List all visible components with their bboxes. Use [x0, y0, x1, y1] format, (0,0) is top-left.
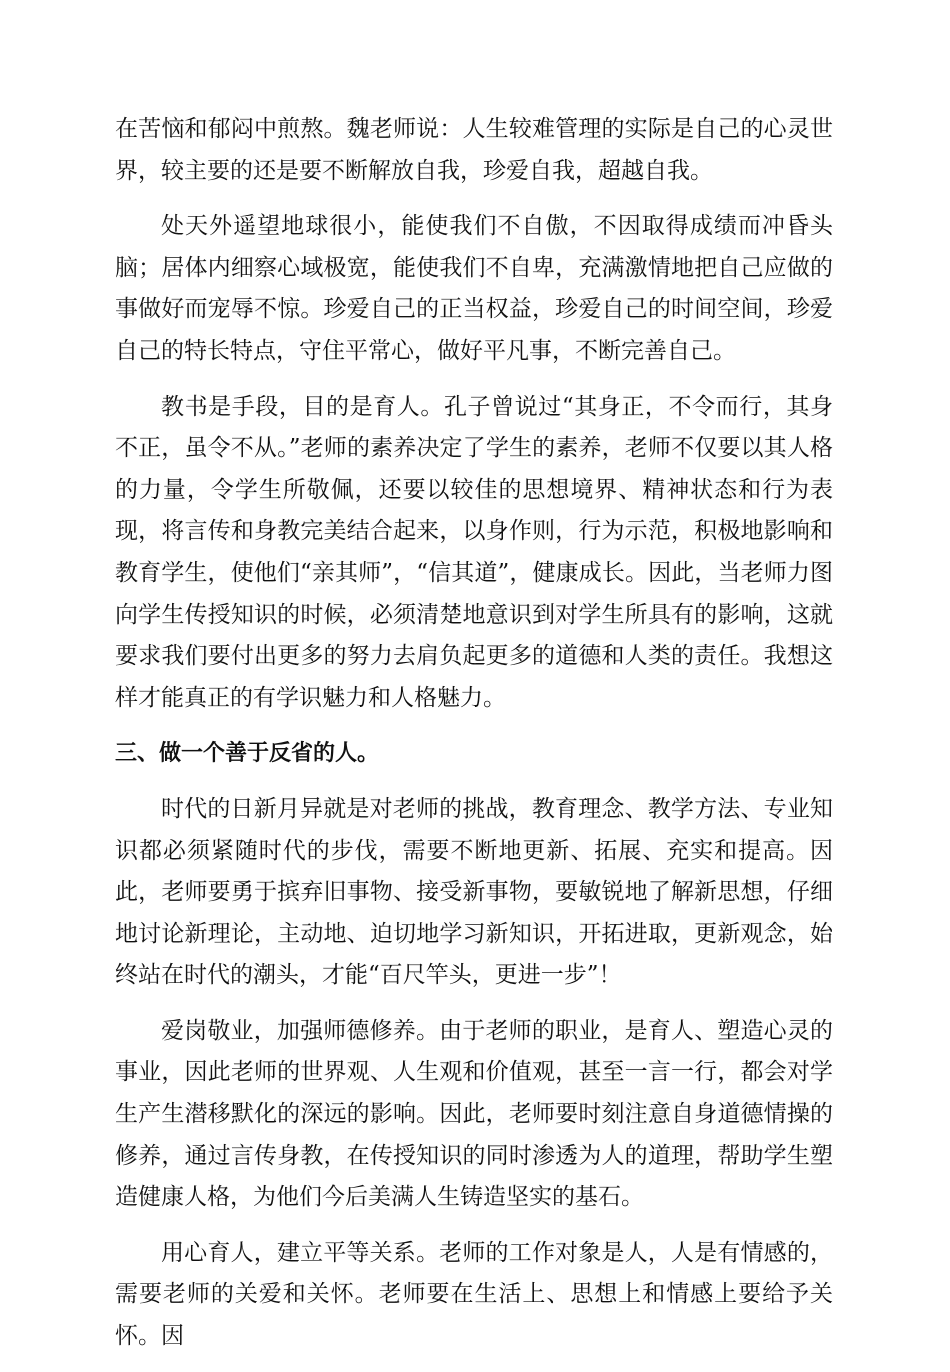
document-body [115, 109, 833, 1372]
paragraph: 用心育人，建立平等关系。老师的工作对象是人，人是有情感的，需要老师的关爱和关怀。老师要在生活上、思想上和情感上要给予关怀。因 [115, 1239, 833, 1350]
paragraph: 时代的日新月异就是对老师的挑战，教育理念、教学方法、专业知识都必须紧随时代的步伐，需要不断地更新、拓展、充实和提高。因此，老师要勇于摈弃旧事物、接受新事物，要敏锐地了解新思想，仔细地讨论新理论，主动地、迫切地学习新知识，开拓进取，更新观念，始终站在时代的潮头，才能“百尺竿头，更进一步”！ [115, 795, 833, 989]
paragraph-continued: 在苦恼和郁闷中煎熬。魏老师说：人生较难管理的实际是自己的心灵世界，较主要的还是要不断解放自我，珍爱自我，超越自我。 [115, 116, 833, 184]
paragraph: 教书是手段，目的是育人。孔子曾说过“其身正，不令而行，其身不正，虽令不从。”老师的素养决定了学生的素养，老师不仅要以其人格的力量，令学生所敬佩，还要以较佳的思想境界、精神状态和行为表现，将言传和身教完美结合起来，以身作则，行为示范，积极地影响和教育学生，使他们“亲其师”，“信其道”，健康成长。因此，当老师力图向学生传授知识的时候，必须清楚地意识到对学生所具有的影响，这就要求我们要付出更多的努力去肩负起更多的道德和人类的责任。我想这样才能真正的有学识魅力和人格魅力。 [115, 393, 833, 711]
paragraph: 爱岗敬业，加强师德修养。由于老师的职业，是育人、塑造心灵的事业，因此老师的世界观、人生观和价值观，甚至一言一行，都会对学生产生潜移默化的深远的影响。因此，老师要时刻注意自身道德情操的修养，通过言传身教，在传授知识的同时渗透为人的道理，帮助学生塑造健康人格，为他们今后美满人生铸造坚实的基石。 [115, 1017, 833, 1211]
section-heading: 三、做一个善于反省的人。 [115, 741, 380, 767]
paragraph: 处天外遥望地球很小，能使我们不自傲，不因取得成绩而冲昏头脑；居体内细察心域极宽，能使我们不自卑，充满激情地把自己应做的事做好而宠辱不惊。珍爱自己的正当权益，珍爱自己的时间空间，珍爱自己的特长特点，守住平常心，做好平凡事，不断完善自己。 [115, 213, 833, 364]
